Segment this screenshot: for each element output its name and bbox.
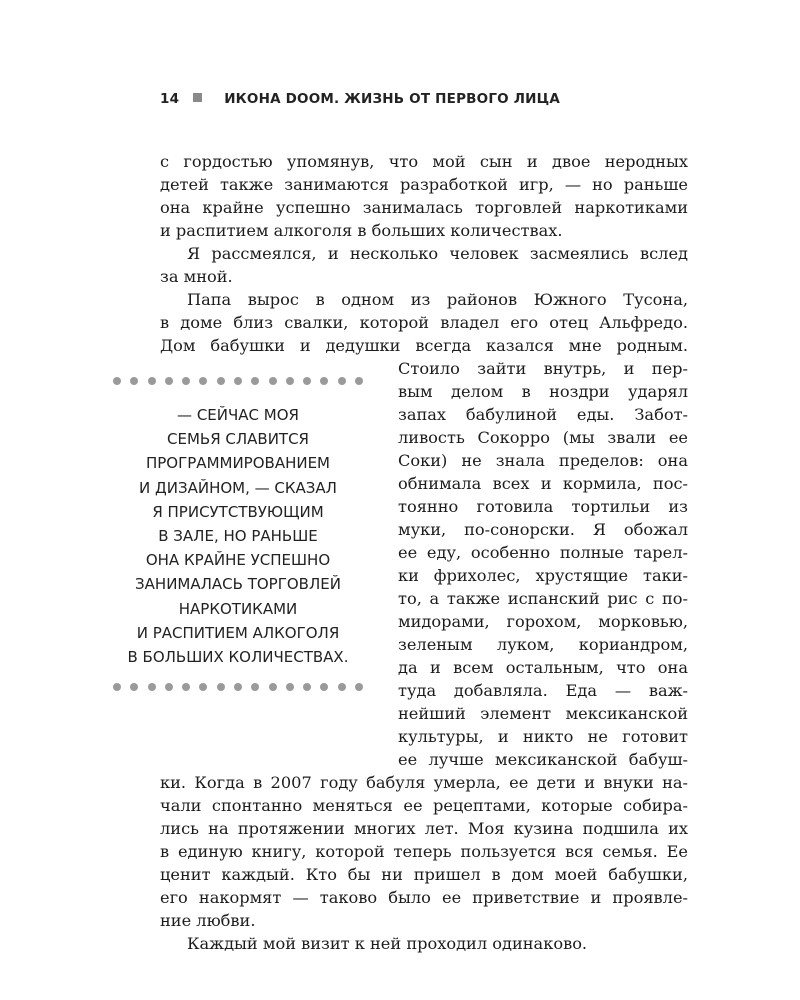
text-line: культуры, и никто не готовит [398, 727, 688, 746]
text-line: и распитием алкоголя в больших количествах. [160, 221, 563, 240]
text-line: Соки) не знала пределов: она [398, 451, 688, 470]
text-line: Стоило зайти внутрь, и пер- [398, 359, 688, 378]
text-line: лись на протяжении многих лет. Моя кузина подшила их [160, 819, 688, 838]
text-line: Папа вырос в одном из районов Южного Тусона, [187, 290, 688, 309]
text-line: мидорами, горохом, морковью, [398, 612, 688, 631]
text-line: ки. Когда в 2007 году бабуля умерла, ее дети и внуки на- [160, 773, 688, 792]
text-line: за мной. [160, 267, 233, 286]
text-line: чали спонтанно меняться ее рецептами, которые собира- [160, 796, 688, 815]
text-line: его накормят — таково было ее приветствие и проявле- [160, 888, 688, 907]
text-line: Каждый мой визит к ней проходил одинаково. [187, 934, 588, 953]
text-line: запах бабулиной еды. Забот- [398, 405, 688, 424]
pull-quote-line: ЗАНИМАЛАСЬ ТОРГОВЛЕЙ [135, 575, 341, 594]
running-header [160, 91, 560, 107]
dotted-rule-top [113, 376, 363, 386]
pull-quote-line: — СЕЙЧАС МОЯ [177, 406, 299, 424]
pull-quote-line: НАРКОТИКАМИ [178, 599, 298, 618]
text-line: она крайне успешно занималась торговлей наркотиками [160, 198, 688, 217]
text-line: да и всем остальным, что она [398, 658, 688, 677]
pull-quote-line: ПРОГРАММИРОВАНИЕМ [145, 454, 330, 473]
pull-quote-line: И РАСПИТИЕМ АЛКОГОЛЯ [136, 623, 340, 642]
pull-quote-line: В ЗАЛЕ, НО РАНЬШЕ [158, 526, 318, 545]
text-line: детей также занимаются разработкой игр, — но раньше [160, 175, 688, 194]
pull-quote-line: В БОЛЬШИХ КОЛИЧЕСТВАХ. [127, 647, 349, 666]
text-line: Я рассмеялся, и несколько человек засмеялись вслед [187, 244, 688, 263]
text-line: вым делом в ноздри ударял [398, 382, 688, 401]
pull-quote-line: Я ПРИСУТСТВУЮЩИМ [152, 502, 324, 521]
text-line: тоянно готовила тортильи из [398, 497, 688, 516]
text-line: в доме близ свалки, которой владел его отец Альфредо. [160, 313, 688, 332]
book-title: ИКОНА DOOM. ЖИЗНЬ ОТ ПЕРВОГО ЛИЦА [224, 91, 560, 107]
text-line: в единую книгу, которой теперь пользуется вся семья. Ее [160, 842, 688, 861]
text-line: обнимала всех и кормила, пос- [398, 474, 688, 493]
text-line: ее лучше мексиканской бабуш- [398, 750, 688, 769]
text-line: ние любви. [160, 911, 256, 930]
text-line: зеленым луком, кориандром, [398, 635, 688, 654]
text-line: ценит каждый. Кто бы ни пришел в дом моей бабушки, [160, 865, 688, 884]
text-line: ливость Сокорро (мы звали ее [398, 428, 688, 447]
page-number: 14 [160, 91, 180, 107]
text-line: Дом бабушки и дедушки всегда казался мне родным. [160, 336, 688, 355]
header-square-icon [193, 93, 202, 102]
text-line: то, а также испанский рис с по- [398, 589, 688, 608]
pull-quote [108, 403, 368, 669]
text-line: муки, по-сонорски. Я обожал [398, 520, 688, 539]
text-line: с гордостью упомянув, что мой сын и двое неродных [160, 152, 688, 171]
text-line: туда добавляла. Еда — важ- [398, 681, 688, 700]
pull-quote-line: СЕМЬЯ СЛАВИТСЯ [167, 430, 309, 449]
text-line: ее еду, особенно полные тарел- [398, 543, 688, 562]
pull-quote-line: ОНА КРАЙНЕ УСПЕШНО [145, 551, 331, 570]
pull-quote-line: И ДИЗАЙНОМ, — СКАЗАЛ [139, 478, 337, 497]
text-line: нейший элемент мексиканской [398, 704, 688, 723]
text-line: ки фрихолес, хрустящие таки- [398, 566, 688, 585]
dotted-rule-bottom [113, 682, 363, 692]
